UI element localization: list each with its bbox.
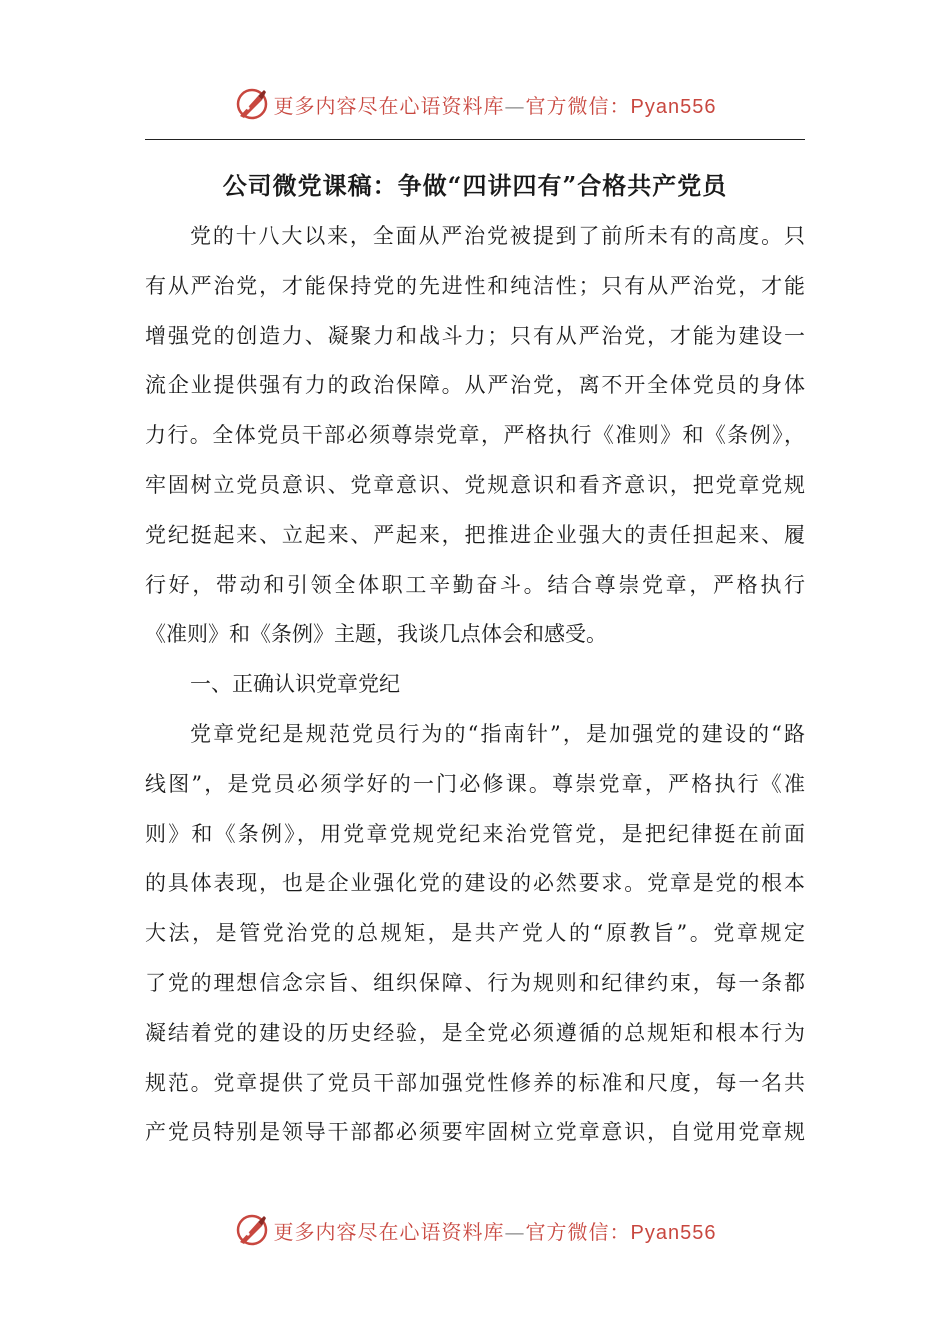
fountain-pen-logo-icon bbox=[234, 86, 270, 122]
paragraph-line: 凝结着党的建设的历史经验，是全党必须遵循的总规矩和根本行为 bbox=[145, 1020, 805, 1045]
paragraph-line: 则》和《条例》，用党章党规党纪来治党管党，是把纪律挺在前面 bbox=[145, 821, 805, 846]
paragraph-line: 规范。党章提供了党员干部加强党性修养的标准和尺度，每一名共 bbox=[145, 1070, 805, 1095]
banner-separator: — bbox=[504, 93, 526, 118]
banner-official-label: 官方微信： bbox=[525, 93, 631, 118]
fountain-pen-logo-icon bbox=[234, 1212, 270, 1248]
paragraph-line: 了党的理想信念宗旨、组织保障、行为规则和纪律约束，每一条都 bbox=[145, 970, 805, 995]
banner-library-text: 更多内容尽在心语资料库 bbox=[273, 1219, 505, 1244]
paragraph-line: 产党员特别是领导干部都必须要牢固树立党章意识，自觉用党章规 bbox=[145, 1120, 805, 1145]
paragraph-line: 《准则》和《条例》主题，我谈几点体会和感受。 bbox=[145, 622, 607, 647]
header-divider bbox=[145, 139, 805, 140]
banner-official-label: 官方微信： bbox=[525, 1219, 631, 1244]
section-heading: 一、正确认识党章党纪 bbox=[190, 672, 400, 697]
banner-library-text: 更多内容尽在心语资料库 bbox=[273, 93, 505, 118]
footer-banner bbox=[0, 1210, 950, 1250]
paragraph-line: 大法，是管党治党的总规矩，是共产党人的“原教旨”。党章规定 bbox=[145, 921, 805, 946]
paragraph-line: 有从严治党，才能保持党的先进性和纯洁性；只有从严治党，才能 bbox=[145, 273, 805, 298]
paragraph-line: 党纪挺起来、立起来、严起来，把推进企业强大的责任担起来、履 bbox=[145, 522, 805, 547]
paragraph-line: 增强党的创造力、凝聚力和战斗力；只有从严治党，才能为建设一 bbox=[145, 323, 805, 348]
paragraph-line: 行好，带动和引领全体职工辛勤奋斗。结合尊崇党章，严格执行 bbox=[145, 572, 805, 597]
banner-text bbox=[274, 1216, 717, 1245]
document-body bbox=[145, 212, 805, 1158]
paragraph-line: 的具体表现，也是企业强化党的建设的必然要求。党章是党的根本 bbox=[145, 871, 805, 896]
document-title: 公司微党课稿：争做“四讲四有”合格共产党员 bbox=[222, 171, 728, 200]
banner-separator: — bbox=[504, 1219, 526, 1244]
paragraph-line: 力行。全体党员干部必须尊崇党章，严格执行《准则》和《条例》， bbox=[145, 423, 805, 448]
paragraph-line: 线图”，是党员必须学好的一门必修课。尊崇党章，严格执行《准 bbox=[145, 771, 805, 796]
paragraph-line: 流企业提供强有力的政治保障。从严治党，离不开全体党员的身体 bbox=[145, 373, 805, 398]
header-banner bbox=[0, 84, 950, 124]
banner-wechat-id: Pyan556 bbox=[630, 1221, 717, 1244]
banner-text bbox=[274, 90, 717, 119]
paragraph-line: 牢固树立党员意识、党章意识、党规意识和看齐意识，把党章党规 bbox=[145, 472, 805, 497]
banner-wechat-id: Pyan556 bbox=[630, 95, 717, 118]
paragraph-line: 党章党纪是规范党员行为的“指南针”，是加强党的建设的“路 bbox=[190, 721, 805, 746]
paragraph-line: 党的十八大以来，全面从严治党被提到了前所未有的高度。只 bbox=[190, 224, 805, 248]
